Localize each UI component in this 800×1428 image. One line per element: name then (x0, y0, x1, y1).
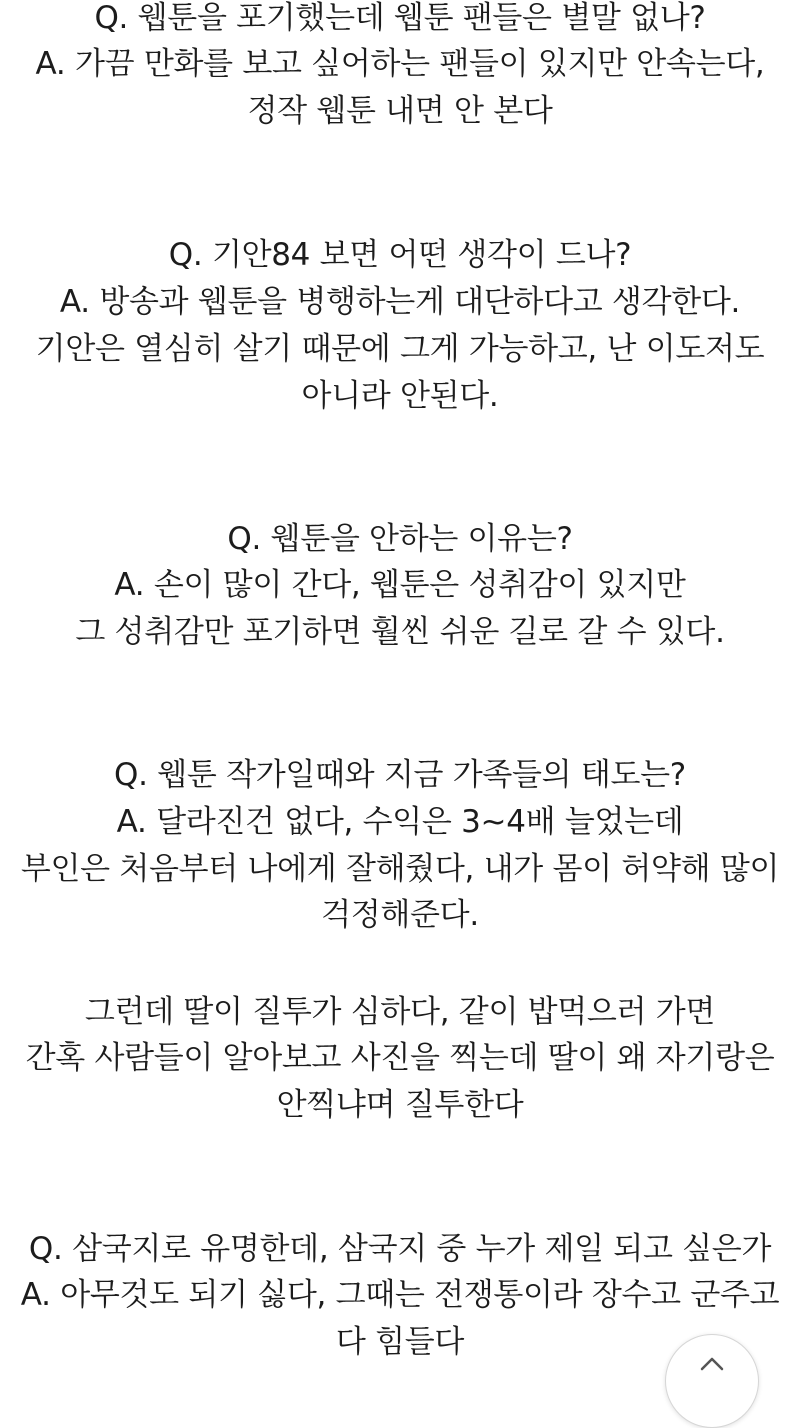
scroll-to-top-button[interactable] (665, 1334, 759, 1428)
text-line: A. 가끔 만화를 보고 싶어하는 팬들이 있지만 안속는다, (35, 46, 765, 82)
text-line: 정작 웹툰 내면 안 본다 (247, 93, 553, 129)
text-line: 기안은 열심히 살기 때문에 그게 가능하고, 난 이도저도 (35, 331, 765, 367)
text-line: A. 방송과 웹툰을 병행하는게 대단하다고 생각한다. (59, 284, 741, 320)
text-line: 그 성취감만 포기하면 훨씬 쉬운 길로 갈 수 있다. (75, 614, 725, 650)
text-line: Q. 삼국지로 유명한데, 삼국지 중 누가 제일 되고 싶은가 (28, 1231, 772, 1267)
text-line: 아니라 안된다. (301, 378, 499, 414)
text-line: 안찍냐며 질투한다 (276, 1087, 524, 1123)
text-line: Q. 웹툰을 포기했는데 웹툰 팬들은 별말 없나? (94, 0, 706, 36)
text-line: 간혹 사람들이 알아보고 사진을 찍는데 딸이 왜 자기랑은 (25, 1040, 775, 1076)
chevron-up-icon (696, 1351, 728, 1371)
text-line: Q. 웹툰을 안하는 이유는? (227, 521, 573, 557)
text-line: 부인은 처음부터 나에게 잘해줬다, 내가 몸이 허약해 많이 (20, 851, 780, 887)
text-line: A. 달라진건 없다, 수익은 3~4배 늘었는데 (116, 804, 684, 840)
text-line: A. 아무것도 되기 싫다, 그때는 전쟁통이라 장수고 군주고 (20, 1277, 780, 1313)
text-line: 다 힘들다 (335, 1324, 465, 1360)
text-line: A. 손이 많이 간다, 웹툰은 성취감이 있지만 (114, 567, 686, 603)
text-line: 그런데 딸이 질투가 심하다, 같이 밥먹으러 가면 (84, 994, 716, 1030)
text-line: 걱정해준다. (321, 897, 479, 933)
text-line: Q. 기안84 보면 어떤 생각이 드나? (168, 237, 632, 273)
text-line: Q. 웹툰 작가일때와 지금 가족들의 태도는? (114, 757, 686, 793)
